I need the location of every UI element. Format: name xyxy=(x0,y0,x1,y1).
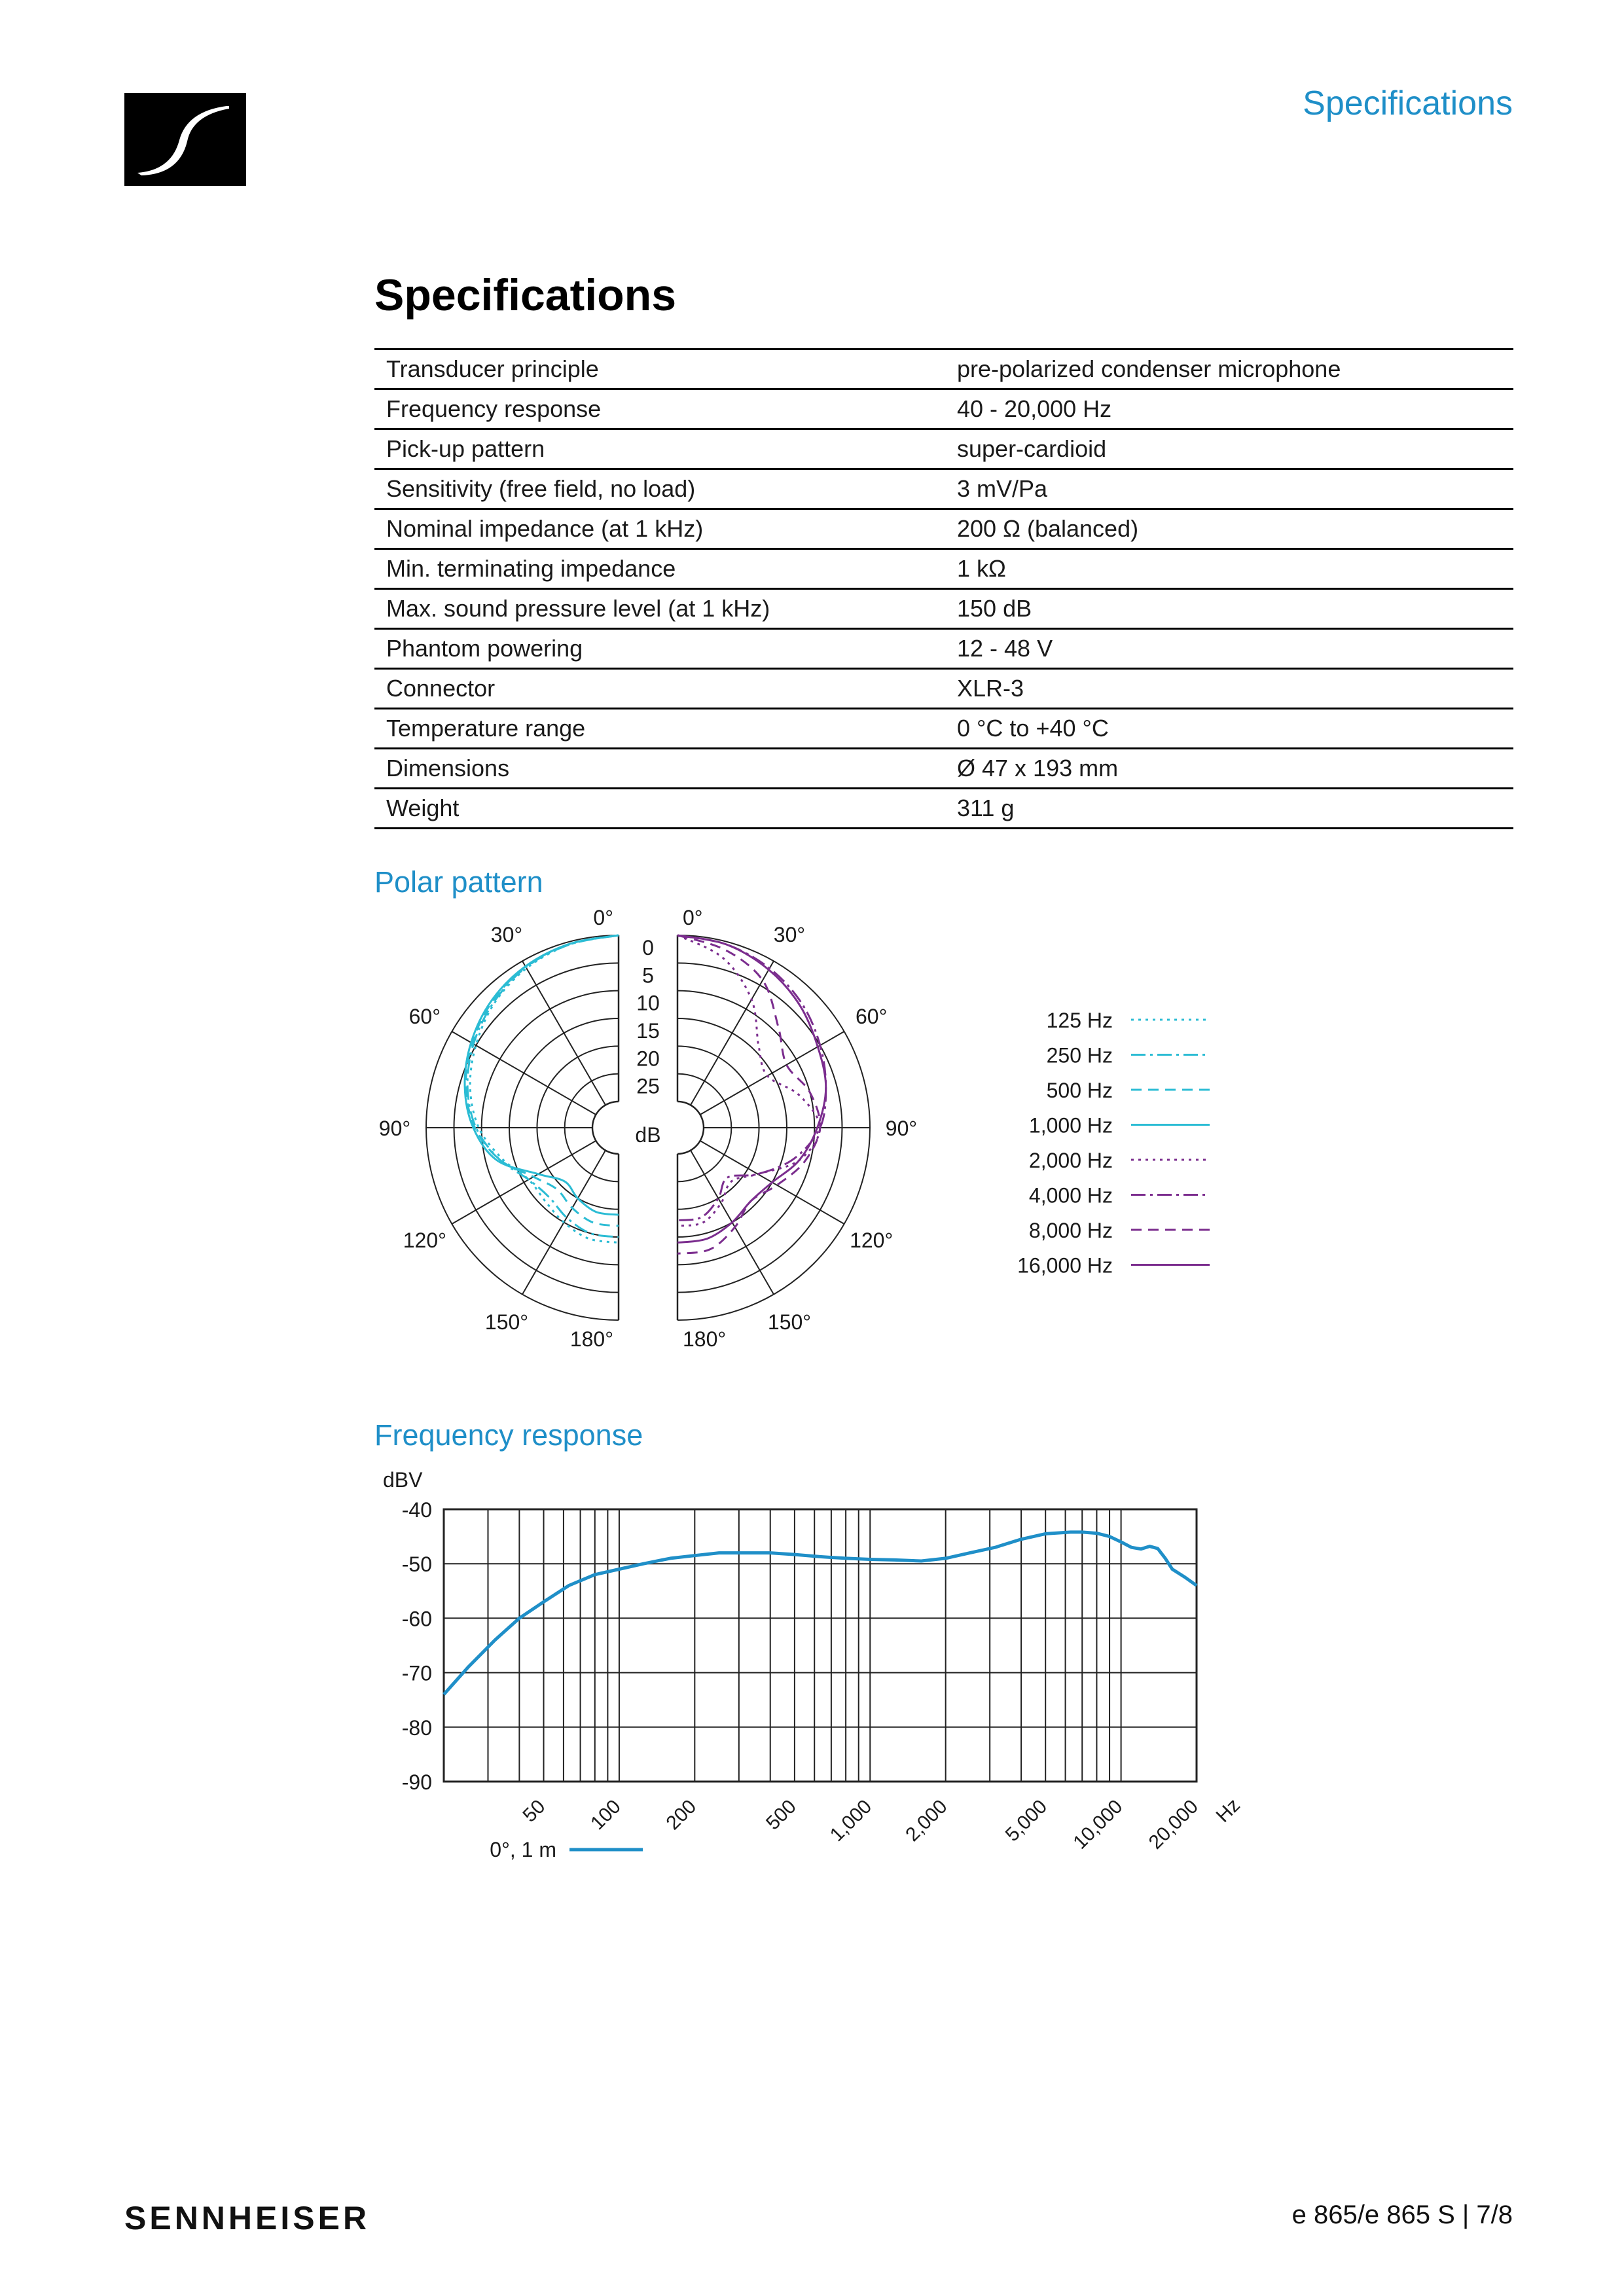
freq-y-tick-label: -80 xyxy=(401,1715,432,1740)
polar-angle-label: 0° xyxy=(593,906,613,929)
freq-y-tick-label: -70 xyxy=(401,1661,432,1685)
footer-brand-logo: SENNHEISER xyxy=(124,2200,370,2236)
spec-label: Phantom powering xyxy=(374,629,945,669)
freq-x-axis-unit: Hz xyxy=(1212,1794,1244,1827)
spec-value: super-cardioid xyxy=(945,429,1513,469)
polar-spoke xyxy=(691,961,774,1105)
polar-curve-1000hz xyxy=(465,935,619,1215)
polar-angle-label: 90° xyxy=(885,1117,918,1140)
spec-value: 1 kΩ xyxy=(945,549,1513,589)
polar-legend-label: 2,000 Hz xyxy=(1028,1149,1113,1172)
freq-legend-label: 0°, 1 m xyxy=(490,1838,556,1861)
freq-x-tick-label: 5,000 xyxy=(1001,1795,1052,1846)
polar-center-arc xyxy=(677,1102,704,1154)
polar-angle-label: 30° xyxy=(490,922,523,946)
freq-response-curve xyxy=(444,1532,1197,1695)
spec-label: Min. terminating impedance xyxy=(374,549,945,589)
polar-db-label: 0 xyxy=(642,936,654,960)
frequency-response-title: Frequency response xyxy=(374,1418,643,1452)
spec-label: Dimensions xyxy=(374,749,945,789)
polar-center-arc xyxy=(592,1102,619,1154)
polar-angle-label: 0° xyxy=(683,906,703,929)
polar-angle-label: 180° xyxy=(683,1327,727,1351)
polar-legend-label: 500 Hz xyxy=(1046,1079,1113,1102)
polar-spoke xyxy=(452,1141,596,1224)
polar-legend-label: 125 Hz xyxy=(1046,1009,1113,1032)
polar-legend-label: 8,000 Hz xyxy=(1028,1219,1113,1242)
polar-curve-4000hz xyxy=(677,935,826,1221)
polar-angle-label: 120° xyxy=(403,1229,446,1252)
spec-label: Pick-up pattern xyxy=(374,429,945,469)
polar-db-unit: dB xyxy=(635,1123,661,1147)
polar-angle-label: 30° xyxy=(773,922,806,946)
polar-angle-label: 150° xyxy=(767,1310,812,1335)
polar-angle-label: 120° xyxy=(850,1229,893,1252)
spec-value: 40 - 20,000 Hz xyxy=(945,389,1513,429)
polar-legend-label: 16,000 Hz xyxy=(1017,1253,1113,1278)
polar-legend-label: 250 Hz xyxy=(1046,1043,1113,1067)
polar-angle-label: 90° xyxy=(378,1117,411,1140)
freq-x-tick-label: 100 xyxy=(586,1795,625,1835)
freq-y-tick-label: -90 xyxy=(401,1770,432,1794)
polar-angle-label: 60° xyxy=(855,1005,888,1028)
spec-label: Weight xyxy=(374,789,945,829)
spec-label: Nominal impedance (at 1 kHz) xyxy=(374,509,945,549)
polar-spoke xyxy=(522,961,605,1105)
page-title: Specifications xyxy=(374,270,677,320)
header-section-title: Specifications xyxy=(1303,84,1513,122)
polar-angle-label: 180° xyxy=(569,1327,613,1351)
polar-db-label: 25 xyxy=(636,1074,660,1098)
spec-value: 12 - 48 V xyxy=(945,629,1513,669)
freq-x-tick-label: 500 xyxy=(762,1795,801,1835)
freq-plot-frame xyxy=(444,1509,1197,1782)
spec-label: Transducer principle xyxy=(374,350,945,389)
polar-db-label: 10 xyxy=(636,991,660,1015)
freq-y-axis-unit: dBV xyxy=(383,1468,423,1492)
spec-value: 150 dB xyxy=(945,589,1513,629)
spec-value: XLR-3 xyxy=(945,669,1513,709)
spec-label: Max. sound pressure level (at 1 kHz) xyxy=(374,589,945,629)
freq-x-tick-label: 20,000 xyxy=(1144,1795,1202,1854)
spec-label: Frequency response xyxy=(374,389,945,429)
spec-value: pre-polarized condenser microphone xyxy=(945,350,1513,389)
spec-label: Connector xyxy=(374,669,945,709)
polar-angle-label: 150° xyxy=(484,1310,529,1335)
polar-spoke xyxy=(700,1031,844,1115)
spec-label: Temperature range xyxy=(374,709,945,749)
polar-legend-label: 4,000 Hz xyxy=(1028,1183,1113,1208)
spec-value: 0 °C to +40 °C xyxy=(945,709,1513,749)
freq-x-tick-label: 10,000 xyxy=(1069,1795,1127,1854)
polar-legend-label: 1,000 Hz xyxy=(1028,1113,1113,1138)
polar-db-label: 5 xyxy=(642,963,654,988)
freq-y-tick-label: -60 xyxy=(401,1607,432,1631)
freq-y-tick-label: -40 xyxy=(401,1498,432,1522)
spec-value: Ø 47 x 193 mm xyxy=(945,749,1513,789)
polar-curve-250hz xyxy=(467,935,619,1237)
freq-x-tick-label: 50 xyxy=(518,1795,550,1827)
polar-angle-label: 60° xyxy=(408,1005,441,1028)
freq-x-tick-label: 200 xyxy=(662,1795,701,1835)
polar-curve-500hz xyxy=(466,935,619,1226)
freq-y-tick-label: -50 xyxy=(401,1552,432,1577)
spec-label: Sensitivity (free field, no load) xyxy=(374,469,945,509)
footer-page-reference: e 865/e 865 S | 7/8 xyxy=(1291,2200,1513,2229)
freq-x-tick-label: 1,000 xyxy=(825,1795,876,1846)
polar-db-label: 15 xyxy=(636,1019,660,1043)
spec-value: 3 mV/Pa xyxy=(945,469,1513,509)
spec-value: 311 g xyxy=(945,789,1513,829)
freq-x-tick-label: 2,000 xyxy=(901,1795,952,1846)
spec-value: 200 Ω (balanced) xyxy=(945,509,1513,549)
polar-pattern-title: Polar pattern xyxy=(374,865,543,899)
polar-db-label: 20 xyxy=(636,1047,660,1071)
